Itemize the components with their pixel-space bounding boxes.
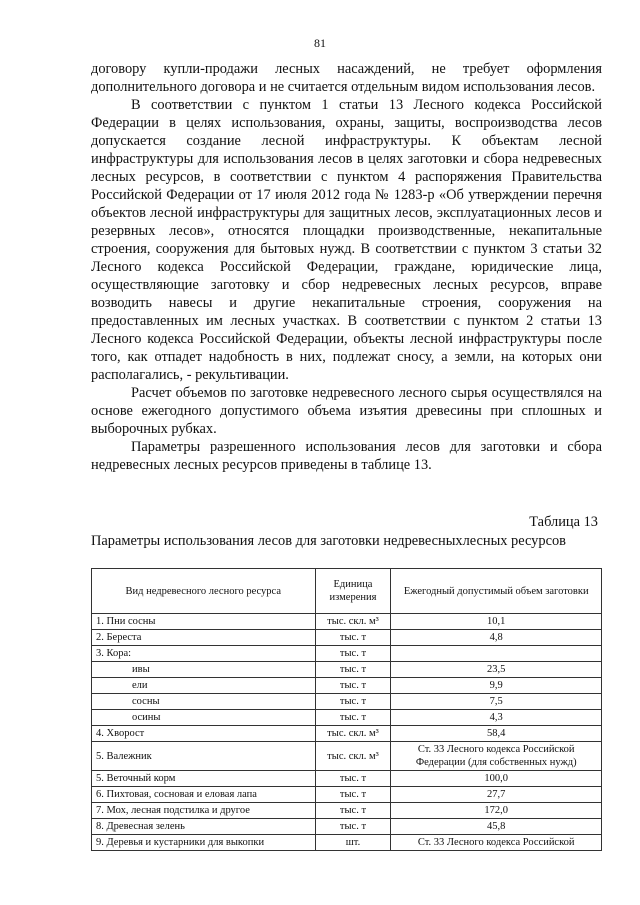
cell-unit: тыс. т [315, 662, 391, 678]
paragraph: В соответствии с пунктом 1 статьи 13 Лесного кодекса Российской Федерации в целях использования, охраны, защиты, воспроизводства лесов допускается создание лесной инфраструктуры. К объектам лесной инфраструктуры для использования лесов в целях заготовки и сбора недревесных лесных ресурсов, в соответствии с пунктом 4 распоряжения Правительства Российской Федерации от 17 июля 2012 года № 1283-р «Об утверждении перечня объектов лесной инфраструктуры для защитных лесов, эксплуатационных лесов и резервных лесов», относятся площадки производственные, некапитальные строения, сооружения для бытовых нужд. В соответствии с пунктом 3 статьи 32 Лесного кодекса Российской Федерации, граждане, юридические лица, осуществляющие заготовку и сбор недревесных лесных ресурсов, вправе возводить навесы и другие некапитальные строения, сооружения на предоставленных им лесных участках. В соответствии с пунктом 2 статьи 13 Лесного кодекса Российской Федерации, объекты лесной инфраструктуры после того, как отпадет надобность в них, подлежат сносу, а земли, на которых они располагались, - рекультивации. [91, 97, 602, 383]
cell-resource: 5. Валежник [92, 742, 316, 771]
table-row [92, 803, 602, 819]
cell-resource: 2. Береста [92, 630, 316, 646]
cell-volume: 27,7 [391, 787, 602, 803]
table-row [92, 646, 602, 662]
cell-unit: тыс. т [315, 771, 391, 787]
cell-volume: 4,3 [391, 710, 602, 726]
parameters-table [91, 568, 602, 851]
table-row [92, 614, 602, 630]
cell-unit: шт. [315, 835, 391, 851]
cell-resource: 5. Веточный корм [92, 771, 316, 787]
paragraph: Расчет объемов по заготовке недревесного лесного сырья осуществлялся на основе ежегодного допустимого объема изъятия древесины при сплошных и выборочных рубках. [91, 385, 602, 437]
cell-resource: 8. Древесная зелень [92, 819, 316, 835]
paragraph: договору купли-продажи лесных насаждений, не требует оформления дополнительного договора и не считается отдельным видом использования лесов. [91, 61, 602, 95]
table-caption-number: Таблица 13 [529, 514, 598, 530]
cell-resource: 9. Деревья и кустарники для выкопки [92, 835, 316, 851]
cell-resource: 3. Кора: [92, 646, 316, 662]
header-annual-volume: Ежегодный допустимый объем заготовки [391, 569, 602, 614]
header-resource-type: Вид недревесного лесного ресурса [92, 569, 316, 614]
table-row [92, 771, 602, 787]
cell-unit: тыс. скл. м³ [315, 742, 391, 771]
cell-unit: тыс. скл. м³ [315, 614, 391, 630]
table-title: Параметры использования лесов для заготовки недревесныхлесных ресурсов [91, 533, 566, 549]
cell-unit: тыс. т [315, 646, 391, 662]
paragraph: Параметры разрешенного использования лесов для заготовки и сбора недревесных лесных ресурсов приведены в таблице 13. [91, 439, 602, 473]
cell-unit: тыс. т [315, 678, 391, 694]
cell-volume: 4,8 [391, 630, 602, 646]
cell-resource: сосны [92, 694, 316, 710]
table-row [92, 787, 602, 803]
cell-unit: тыс. т [315, 694, 391, 710]
cell-volume: Ст. 33 Лесного кодекса Российской Федерации (для собственных нужд) [391, 742, 602, 771]
cell-unit: тыс. т [315, 803, 391, 819]
cell-unit: тыс. т [315, 710, 391, 726]
cell-volume: 23,5 [391, 662, 602, 678]
cell-volume: 10,1 [391, 614, 602, 630]
table-row [92, 710, 602, 726]
page-number: 81 [314, 36, 326, 50]
cell-unit: тыс. скл. м³ [315, 726, 391, 742]
cell-resource: ивы [92, 662, 316, 678]
cell-resource: 7. Мох, лесная подстилка и другое [92, 803, 316, 819]
table-row [92, 630, 602, 646]
cell-volume [391, 646, 602, 662]
table-row [92, 819, 602, 835]
cell-resource: ели [92, 678, 316, 694]
table-row [92, 694, 602, 710]
cell-unit: тыс. т [315, 819, 391, 835]
table-row [92, 835, 602, 851]
cell-volume: 100,0 [391, 771, 602, 787]
cell-volume: 172,0 [391, 803, 602, 819]
cell-resource: 4. Хворост [92, 726, 316, 742]
cell-volume: Ст. 33 Лесного кодекса Российской [391, 835, 602, 851]
cell-volume: 58,4 [391, 726, 602, 742]
cell-volume: 7,5 [391, 694, 602, 710]
cell-volume: 45,8 [391, 819, 602, 835]
cell-resource: 1. Пни сосны [92, 614, 316, 630]
header-unit: Единица измерения [315, 569, 391, 614]
cell-unit: тыс. т [315, 630, 391, 646]
body-text [91, 60, 602, 474]
cell-volume: 9,9 [391, 678, 602, 694]
cell-unit: тыс. т [315, 787, 391, 803]
cell-resource: 6. Пихтовая, сосновая и еловая лапа [92, 787, 316, 803]
table-row [92, 742, 602, 771]
table-header-row [92, 569, 602, 614]
table-row [92, 726, 602, 742]
cell-resource: осины [92, 710, 316, 726]
table-row [92, 678, 602, 694]
table-row [92, 662, 602, 678]
